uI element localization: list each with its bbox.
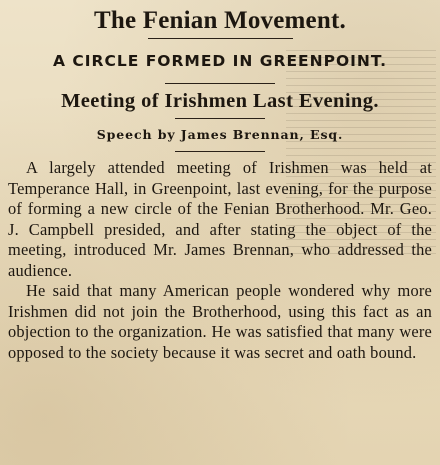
deck-primary: A CIRCLE FORMED IN GREENPOINT.	[52, 52, 387, 70]
article-column	[8, 4, 432, 363]
deck-tertiary: Speech by James Brennan, Esq.	[96, 127, 344, 142]
body-paragraph: A largely attended meeting of Irishmen was held at Temperance Hall, in Greenpoint, last evening, for the purpose of forming a new circle of the Fenian Brotherhood. Mr. Geo. J. Campbell presided, and after stating the object of the meeting, introduced Mr. James Brennan, who addressed the audience.	[8, 158, 432, 280]
headline: The Fenian Movement.	[94, 7, 346, 34]
deck-secondary: Meeting of Irishmen Last Evening.	[61, 90, 379, 112]
body-paragraph: He said that many American people wondered why more Irishmen did not join the Brotherhood, using this fact as an objection to the organization. He was satisfied that many were opposed to the society because it was secret and oath bound.	[8, 281, 432, 362]
divider-rule	[175, 151, 265, 152]
